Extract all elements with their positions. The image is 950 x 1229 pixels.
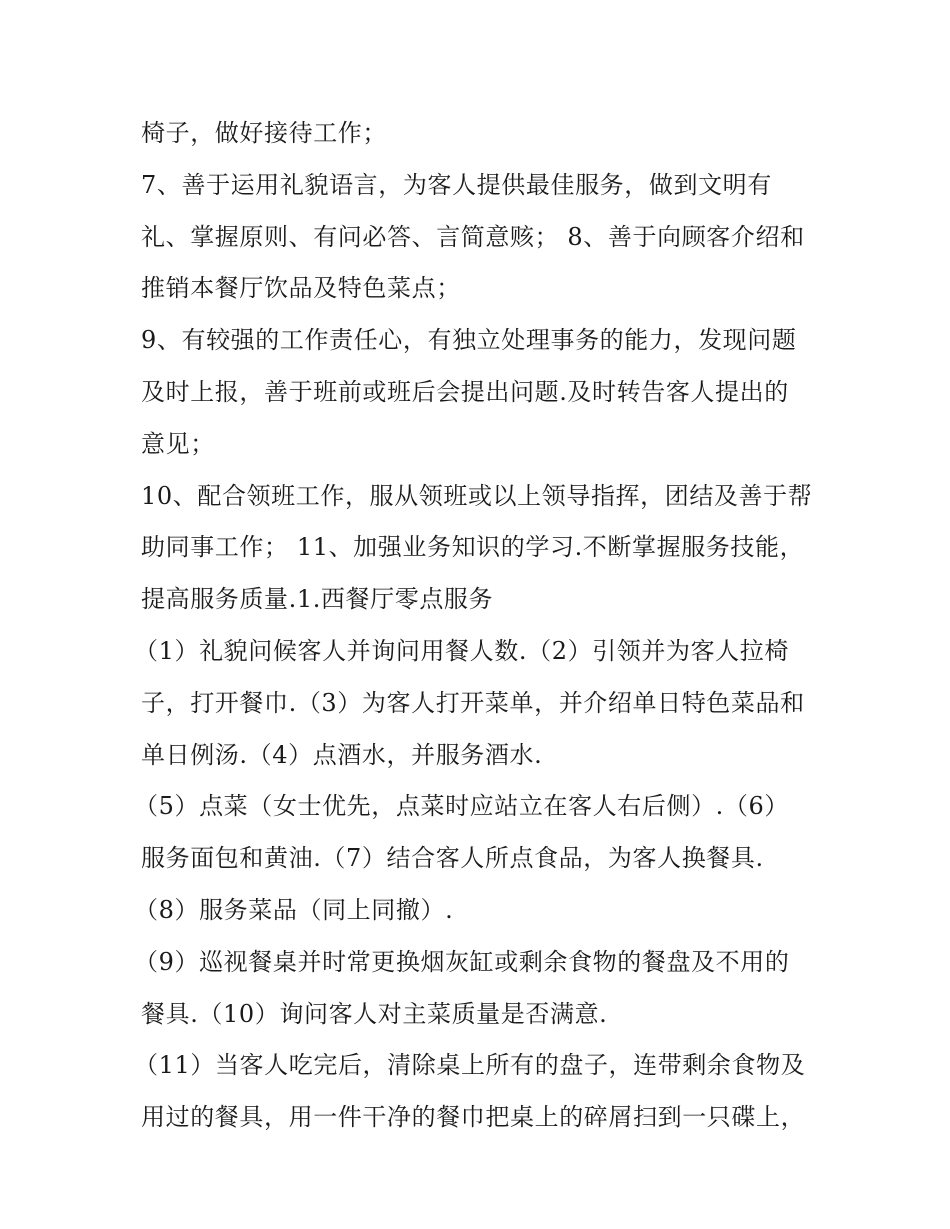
text-line: 子，打开餐巾.（3）为客人打开菜单，并介绍单日特色菜品和 — [141, 688, 805, 717]
text-line: 7、善于运用礼貌语言，为客人提供最佳服务，做到文明有 — [141, 170, 772, 199]
text-line: （5）点菜（女士优先，点菜时应站立在客人右后侧）.（6） — [134, 792, 789, 821]
text-line: 餐具.（10）询问客人对主菜质量是否满意. — [141, 999, 608, 1028]
text-line: （9）巡视餐桌并时常更换烟灰缸或剩余食物的餐盘及不用的 — [134, 947, 790, 976]
text-line: （8）服务菜品（同上同撤）. — [134, 895, 454, 924]
text-line: （11）当客人吃完后，清除桌上所有的盘子，连带剩余食物及 — [134, 1051, 806, 1080]
text-line: 推销本餐厅饮品及特色菜点； — [141, 274, 461, 303]
text-line: 及时上报，善于班前或班后会提出问题.及时转告客人提出的 — [141, 377, 789, 406]
text-line: （1）礼貌问候客人并询问用餐人数.（2）引领并为客人拉椅 — [134, 636, 789, 665]
text-line: 椅子，做好接待工作； — [141, 119, 387, 147]
text-line: 助同事工作； 11、加强业务知识的学习.不断掌握服务技能， — [141, 533, 805, 562]
text-line: 服务面包和黄油.（7）结合客人所点食品，为客人换餐具. — [141, 844, 764, 873]
text-line: 9、有较强的工作责任心，有独立处理事务的能力，发现问题 — [141, 326, 797, 355]
text-line: 礼、掌握原则、有问必答、言简意赅； 8、善于向顾客介绍和 — [141, 222, 805, 251]
text-line: 10、配合领班工作，服从领班或以上领导指挥，团结及善于帮 — [141, 481, 813, 510]
text-line: 意见； — [141, 429, 215, 458]
text-line: 单日例汤.（4）点酒水，并服务酒水. — [141, 740, 543, 769]
body-text — [134, 108, 821, 1144]
text-line: 提高服务质量.1.西餐厅零点服务 — [141, 585, 494, 614]
text-line: 用过的餐具，用一件干净的餐巾把桌上的碎屑扫到一只碟上， — [141, 1103, 806, 1132]
